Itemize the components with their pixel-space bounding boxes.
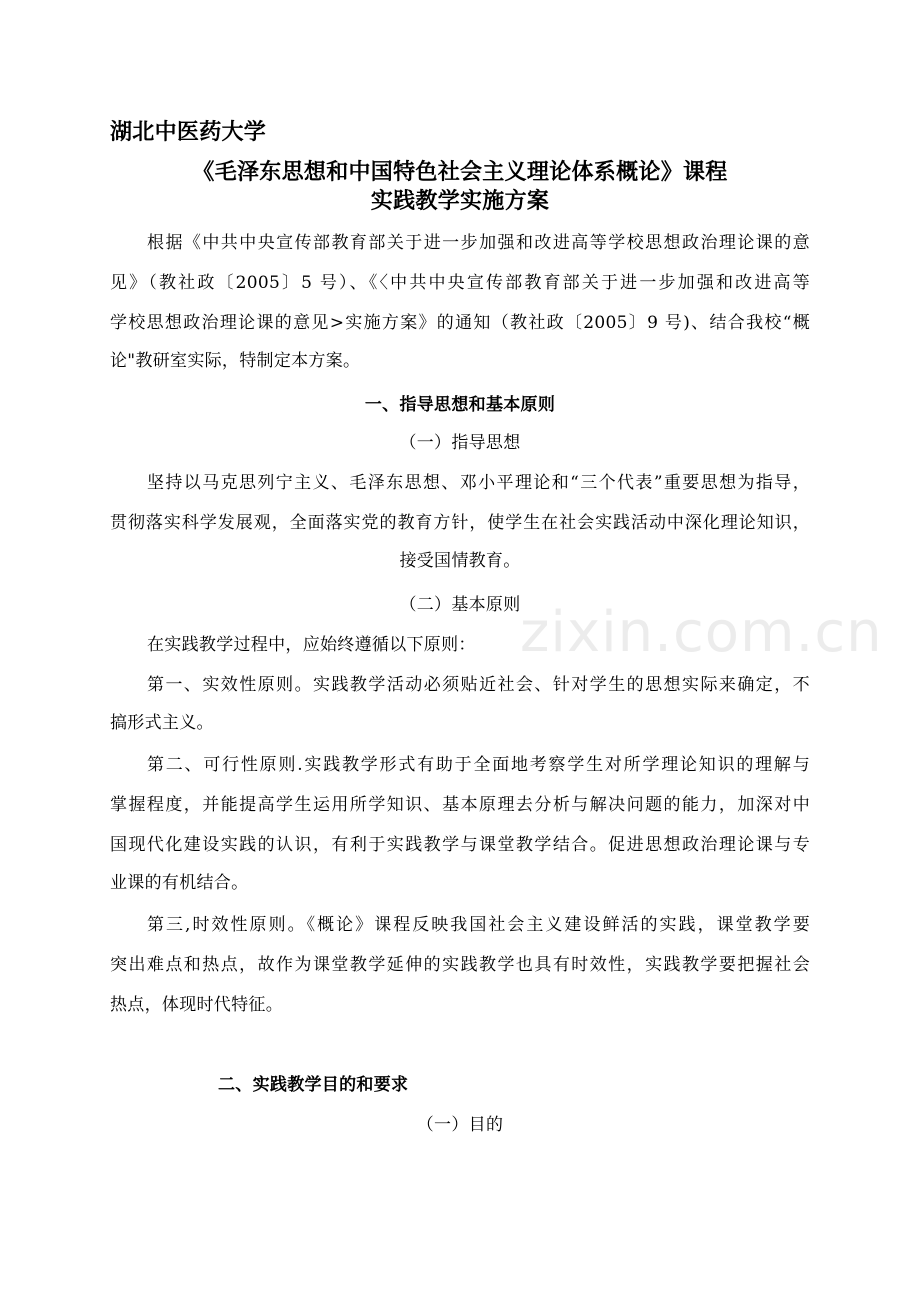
section2-sub1-heading: （一）目的 [416,1115,504,1135]
principle2-line-2: 掌握程度，并能提高学生运用所学知识、基本原理去分析与解决问题的能力，加深对中 [110,795,810,815]
document-title-line1: 《毛泽东思想和中国特色社会主义理论体系概论》课程 [192,160,728,185]
section2-heading: 二、实践教学目的和要求 [218,1075,409,1095]
principle3-line-1: 第三,时效性原则。《概论》课程反映我国社会主义建设鲜活的实践，课堂教学要 [147,915,810,935]
section1-sub2-heading: （二）基本原则 [399,595,521,615]
principle3-line-3: 热点，体现时代特征。 [110,995,283,1015]
principle3-line-2: 突出难点和热点，故作为课堂教学延伸的实践教学也具有时效性，实践教学要把握社会 [110,955,810,975]
section1-heading: 一、指导思想和基本原则 [364,395,556,415]
document-title-line2: 实践教学实施方案 [370,189,550,214]
guiding-line-2: 贯彻落实科学发展观，全面落实党的教育方针，使学生在社会实践活动中深化理论知识， [110,513,810,533]
principle2-line-1: 第二、可行性原则.实践教学形式有助于全面地考察学生对所学理论知识的理解与 [147,755,810,775]
section1-sub1-heading: （一）指导思想 [399,433,521,453]
university-name: 湖北中医药大学 [110,120,267,145]
principle2-line-4: 业课的有机结合。 [110,873,249,893]
intro-line-3: 学校思想政治理论课的意见>实施方案》的通知（教社政〔2005〕9 号)、结合我校“概 [110,313,810,333]
intro-line-4: 论"教研室实际，特制定本方案。 [110,351,361,371]
principles-intro: 在实践教学过程中，应始终遵循以下原则： [147,635,476,655]
principle1-line-2: 搞形式主义。 [110,713,214,733]
principle2-line-3: 国现代化建设实践的认识，有利于实践教学与课堂教学结合。促进思想政治理论课与专 [110,835,810,855]
guiding-line-1: 坚持以马克思列宁主义、毛泽东思想、邓小平理论和“三个代表”重要思想为指导， [147,473,810,493]
intro-line-1: 根据《中共中央宣传部教育部关于进一步加强和改进高等学校思想政治理论课的意 [147,233,810,253]
intro-line-2: 见》（教社政〔2005〕5 号）、《〈中共中央宣传部教育部关于进一步加强和改进高等 [110,273,810,293]
principle1-line-1: 第一、实效性原则。实践教学活动必须贴近社会、针对学生的思想实际来确定，不 [147,675,810,695]
watermark: zixin.com.cn [520,600,883,665]
guiding-line-3: 接受国情教育。 [399,551,521,571]
